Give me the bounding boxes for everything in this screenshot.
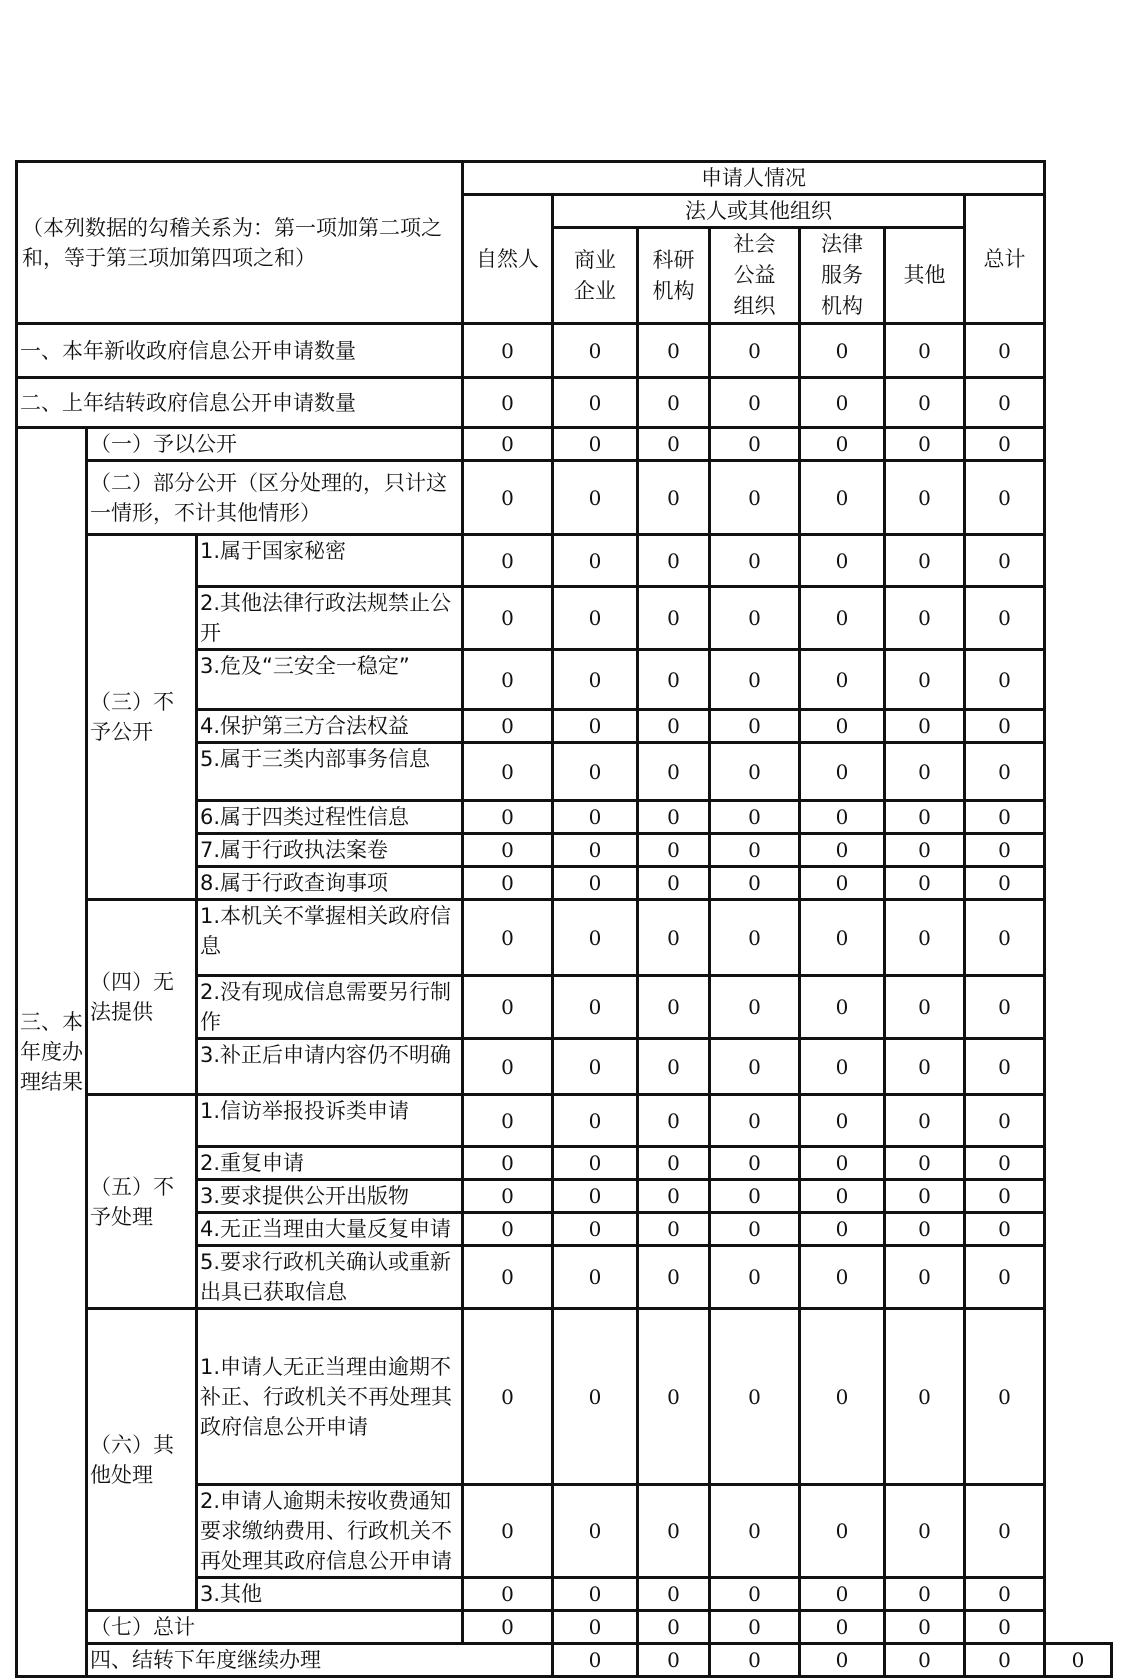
value-cell: 0 <box>553 1180 638 1213</box>
value-cell: 0 <box>710 900 800 976</box>
value-cell: 0 <box>710 535 800 587</box>
value-cell: 0 <box>463 1039 553 1095</box>
value-cell: 0 <box>885 587 965 650</box>
value-cell: 0 <box>553 1611 638 1644</box>
value-cell: 0 <box>553 743 638 801</box>
value-cell: 0 <box>463 428 553 461</box>
value-cell: 0 <box>885 378 965 428</box>
value-cell: 0 <box>638 461 710 535</box>
value-cell: 0 <box>965 900 1045 976</box>
value-cell: 0 <box>553 1039 638 1095</box>
value-cell: 0 <box>463 710 553 743</box>
value-cell: 0 <box>710 650 800 710</box>
value-cell: 0 <box>800 1246 885 1309</box>
group-label-total: （七）总计 <box>87 1611 463 1644</box>
value-cell: 0 <box>553 900 638 976</box>
value-cell: 0 <box>553 801 638 834</box>
value-cell: 0 <box>965 976 1045 1039</box>
value-cell: 0 <box>965 535 1045 587</box>
value-cell: 0 <box>463 587 553 650</box>
value-cell: 0 <box>885 535 965 587</box>
value-cell: 0 <box>885 710 965 743</box>
value-cell: 0 <box>553 1309 638 1485</box>
value-cell: 0 <box>463 900 553 976</box>
value-cell: 0 <box>965 1246 1045 1309</box>
value-cell: 0 <box>553 710 638 743</box>
value-cell: 0 <box>638 801 710 834</box>
value-cell: 0 <box>800 461 885 535</box>
row-label-new-requests: 一、本年新收政府信息公开申请数量 <box>17 324 463 378</box>
value-cell: 0 <box>800 650 885 710</box>
value-cell: 0 <box>965 1039 1045 1095</box>
value-cell: 0 <box>553 1578 638 1611</box>
value-cell: 0 <box>710 1578 800 1611</box>
value-cell: 0 <box>463 743 553 801</box>
value-cell: 0 <box>710 1213 800 1246</box>
value-cell: 0 <box>463 1246 553 1309</box>
value-cell: 0 <box>800 1611 885 1644</box>
value-cell: 0 <box>965 710 1045 743</box>
value-cell: 0 <box>885 1039 965 1095</box>
value-cell: 0 <box>638 1578 710 1611</box>
value-cell: 0 <box>638 1611 710 1644</box>
value-cell: 0 <box>463 867 553 900</box>
value-cell: 0 <box>965 428 1045 461</box>
value-cell: 0 <box>463 461 553 535</box>
value-cell: 0 <box>463 1611 553 1644</box>
value-cell: 0 <box>638 1213 710 1246</box>
value-cell: 0 <box>885 324 965 378</box>
item-label: 8.属于行政查询事项 <box>197 867 463 900</box>
value-cell: 0 <box>800 867 885 900</box>
value-cell: 0 <box>710 324 800 378</box>
value-cell: 0 <box>463 1095 553 1147</box>
value-cell: 0 <box>553 976 638 1039</box>
item-label: 4.保护第三方合法权益 <box>197 710 463 743</box>
value-cell: 0 <box>553 1644 638 1677</box>
row-label-next-year: 四、结转下年度继续办理 <box>87 1644 553 1677</box>
item-label: 7.属于行政执法案卷 <box>197 834 463 867</box>
item-label: 3.要求提供公开出版物 <box>197 1180 463 1213</box>
item-label: 3.其他 <box>197 1578 463 1611</box>
item-label: 3.危及“三安全一稳定” <box>197 650 463 710</box>
value-cell: 0 <box>800 587 885 650</box>
value-cell: 0 <box>553 461 638 535</box>
value-cell: 0 <box>800 378 885 428</box>
total-header: 总计 <box>965 195 1045 324</box>
org-type-header: 其他 <box>885 228 965 324</box>
org-type-header: 法律 服务 机构 <box>800 228 885 324</box>
relation-note: （本列数据的勾稽关系为：第一项加第二项之和，等于第三项加第四项之和） <box>17 162 463 324</box>
value-cell: 0 <box>965 1485 1045 1578</box>
value-cell: 0 <box>463 650 553 710</box>
value-cell: 0 <box>638 1180 710 1213</box>
value-cell: 0 <box>638 743 710 801</box>
item-label: 1.申请人无正当理由逾期不补正、行政机关不再处理其政府信息公开申请 <box>197 1309 463 1485</box>
value-cell: 0 <box>965 587 1045 650</box>
value-cell: 0 <box>710 1039 800 1095</box>
value-cell: 0 <box>463 834 553 867</box>
value-cell: 0 <box>553 1095 638 1147</box>
value-cell: 0 <box>710 587 800 650</box>
value-cell: 0 <box>965 801 1045 834</box>
value-cell: 0 <box>463 976 553 1039</box>
value-cell: 0 <box>463 378 553 428</box>
value-cell: 0 <box>885 1213 965 1246</box>
item-label: 1.属于国家秘密 <box>197 535 463 587</box>
value-cell: 0 <box>800 1578 885 1611</box>
item-label: 3.补正后申请内容仍不明确 <box>197 1039 463 1095</box>
value-cell: 0 <box>638 428 710 461</box>
value-cell: 0 <box>710 1147 800 1180</box>
value-cell: 0 <box>800 324 885 378</box>
value-cell: 0 <box>710 378 800 428</box>
value-cell: 0 <box>463 1578 553 1611</box>
group-label-partial: （二）部分公开（区分处理的，只计这一情形，不计其他情形） <box>87 461 463 535</box>
value-cell: 0 <box>965 1147 1045 1180</box>
value-cell: 0 <box>885 1485 965 1578</box>
value-cell: 0 <box>638 900 710 976</box>
value-cell: 0 <box>800 900 885 976</box>
value-cell: 0 <box>965 1180 1045 1213</box>
value-cell: 0 <box>553 324 638 378</box>
value-cell: 0 <box>885 650 965 710</box>
value-cell: 0 <box>638 378 710 428</box>
item-label: 2.申请人逾期未按收费通知要求缴纳费用、行政机关不再处理其政府信息公开申请 <box>197 1485 463 1578</box>
value-cell: 0 <box>800 428 885 461</box>
org-type-header: 商业 企业 <box>553 228 638 324</box>
value-cell: 0 <box>885 834 965 867</box>
value-cell: 0 <box>553 867 638 900</box>
value-cell: 0 <box>463 1147 553 1180</box>
value-cell: 0 <box>710 976 800 1039</box>
value-cell: 0 <box>553 1485 638 1578</box>
value-cell: 0 <box>553 1213 638 1246</box>
value-cell: 0 <box>638 834 710 867</box>
value-cell: 0 <box>710 1095 800 1147</box>
value-cell: 0 <box>800 1180 885 1213</box>
value-cell: 0 <box>885 461 965 535</box>
value-cell: 0 <box>463 801 553 834</box>
group-label-not-disclosed: （三）不予公开 <box>87 535 197 900</box>
value-cell: 0 <box>965 1644 1045 1677</box>
value-cell: 0 <box>638 1246 710 1309</box>
value-cell: 0 <box>800 1309 885 1485</box>
value-cell: 0 <box>800 1644 885 1677</box>
group-label-other: （六）其他处理 <box>87 1309 197 1611</box>
value-cell: 0 <box>710 834 800 867</box>
value-cell: 0 <box>965 834 1045 867</box>
value-cell: 0 <box>800 1147 885 1180</box>
value-cell: 0 <box>553 428 638 461</box>
value-cell: 0 <box>463 1180 553 1213</box>
value-cell: 0 <box>800 1039 885 1095</box>
value-cell: 0 <box>885 1309 965 1485</box>
value-cell: 0 <box>638 1039 710 1095</box>
value-cell: 0 <box>965 743 1045 801</box>
value-cell: 0 <box>965 1309 1045 1485</box>
value-cell: 0 <box>800 1095 885 1147</box>
value-cell: 0 <box>710 710 800 743</box>
value-cell: 0 <box>885 900 965 976</box>
item-label: 5.要求行政机关确认或重新出具已获取信息 <box>197 1246 463 1309</box>
value-cell: 0 <box>710 461 800 535</box>
value-cell: 0 <box>638 867 710 900</box>
value-cell: 0 <box>965 378 1045 428</box>
value-cell: 0 <box>638 1485 710 1578</box>
value-cell: 0 <box>885 1644 965 1677</box>
value-cell: 0 <box>553 587 638 650</box>
item-label: 1.本机关不掌握相关政府信息 <box>197 900 463 976</box>
group-label-unable: （四）无法提供 <box>87 900 197 1095</box>
item-label: 2.其他法律行政法规禁止公开 <box>197 587 463 650</box>
group-label-not-processed: （五）不予处理 <box>87 1095 197 1309</box>
item-label: 2.重复申请 <box>197 1147 463 1180</box>
value-cell: 0 <box>710 1611 800 1644</box>
value-cell: 0 <box>553 1246 638 1309</box>
value-cell: 0 <box>638 535 710 587</box>
value-cell: 0 <box>965 324 1045 378</box>
value-cell: 0 <box>965 1095 1045 1147</box>
value-cell: 0 <box>710 1309 800 1485</box>
value-cell: 0 <box>638 650 710 710</box>
value-cell: 0 <box>885 1578 965 1611</box>
value-cell: 0 <box>710 1246 800 1309</box>
value-cell: 0 <box>885 743 965 801</box>
value-cell: 0 <box>800 710 885 743</box>
value-cell: 0 <box>463 1485 553 1578</box>
value-cell: 0 <box>885 867 965 900</box>
value-cell: 0 <box>710 1644 800 1677</box>
value-cell: 0 <box>710 1485 800 1578</box>
natural-person-header: 自然人 <box>463 195 553 324</box>
value-cell: 0 <box>800 743 885 801</box>
value-cell: 0 <box>710 801 800 834</box>
value-cell: 0 <box>463 1213 553 1246</box>
value-cell: 0 <box>800 1485 885 1578</box>
value-cell: 0 <box>885 801 965 834</box>
info-disclosure-table <box>15 160 1113 1678</box>
value-cell: 0 <box>638 1095 710 1147</box>
value-cell: 0 <box>638 1644 710 1677</box>
value-cell: 0 <box>885 1180 965 1213</box>
value-cell: 0 <box>965 461 1045 535</box>
value-cell: 0 <box>638 1309 710 1485</box>
value-cell: 0 <box>638 587 710 650</box>
value-cell: 0 <box>885 428 965 461</box>
value-cell: 0 <box>710 1180 800 1213</box>
value-cell: 0 <box>885 976 965 1039</box>
value-cell: 0 <box>965 867 1045 900</box>
value-cell: 0 <box>800 801 885 834</box>
value-cell: 0 <box>553 535 638 587</box>
value-cell: 0 <box>710 867 800 900</box>
group-label-disclosed: （一）予以公开 <box>87 428 463 461</box>
value-cell: 0 <box>638 1147 710 1180</box>
item-label: 1.信访举报投诉类申请 <box>197 1095 463 1147</box>
value-cell: 0 <box>965 1213 1045 1246</box>
value-cell: 0 <box>463 1309 553 1485</box>
value-cell: 0 <box>965 1611 1045 1644</box>
item-label: 5.属于三类内部事务信息 <box>197 743 463 801</box>
value-cell: 0 <box>710 428 800 461</box>
value-cell: 0 <box>553 378 638 428</box>
value-cell: 0 <box>800 976 885 1039</box>
value-cell: 0 <box>885 1611 965 1644</box>
value-cell: 0 <box>800 834 885 867</box>
value-cell: 0 <box>885 1246 965 1309</box>
value-cell: 0 <box>553 650 638 710</box>
item-label: 6.属于四类过程性信息 <box>197 801 463 834</box>
value-cell: 0 <box>553 834 638 867</box>
org-type-header: 社会 公益 组织 <box>710 228 800 324</box>
value-cell: 0 <box>965 650 1045 710</box>
value-cell: 0 <box>1045 1644 1112 1677</box>
section-label-results: 三、本年度办理结果 <box>17 428 87 1677</box>
value-cell: 0 <box>463 324 553 378</box>
value-cell: 0 <box>638 324 710 378</box>
item-label: 4.无正当理由大量反复申请 <box>197 1213 463 1246</box>
applicant-header: 申请人情况 <box>463 162 1045 195</box>
value-cell: 0 <box>553 1147 638 1180</box>
value-cell: 0 <box>463 535 553 587</box>
value-cell: 0 <box>800 1213 885 1246</box>
org-type-header: 科研 机构 <box>638 228 710 324</box>
value-cell: 0 <box>885 1147 965 1180</box>
value-cell: 0 <box>638 710 710 743</box>
value-cell: 0 <box>710 743 800 801</box>
legal-group-header: 法人或其他组织 <box>553 195 965 228</box>
value-cell: 0 <box>965 1578 1045 1611</box>
value-cell: 0 <box>638 976 710 1039</box>
value-cell: 0 <box>885 1095 965 1147</box>
row-label-carried-over: 二、上年结转政府信息公开申请数量 <box>17 378 463 428</box>
item-label: 2.没有现成信息需要另行制作 <box>197 976 463 1039</box>
value-cell: 0 <box>800 535 885 587</box>
